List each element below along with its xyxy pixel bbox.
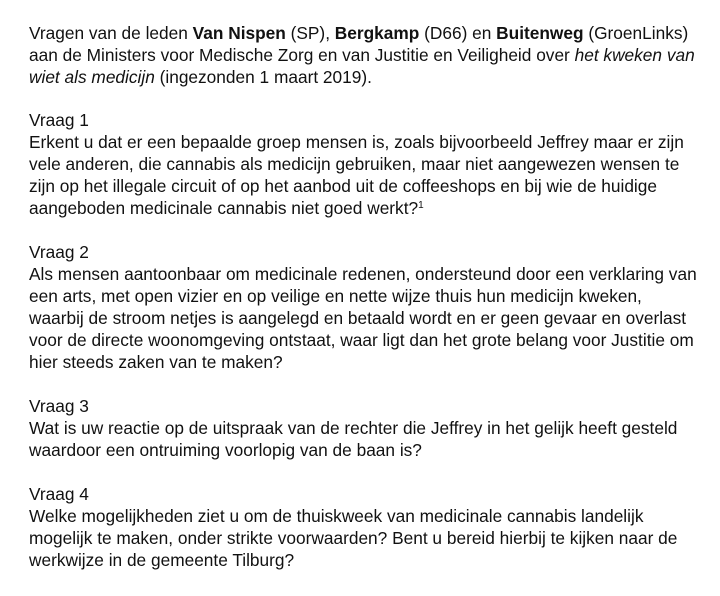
intro-paragraph (29, 22, 699, 88)
question-1-body: Erkent u dat er een bepaalde groep mensen is, zoals bijvoorbeeld Jeffrey maar er zijn vele anderen, die cannabis als medicijn gebruiken, maar niet aangewezen wensen te zijn op het illegale circuit of op het aanbod uit de coffeeshops en bij wie de huidige aangeboden medicinale cannabis niet goed werkt? (29, 132, 684, 218)
question-3-title: Vraag 3 (29, 396, 89, 416)
intro-submitted-date: (ingezonden 1 maart 2019). (154, 67, 372, 87)
question-2 (29, 241, 699, 373)
question-2-title: Vraag 2 (29, 242, 89, 262)
intro-addressees: (GroenLinks) aan de Ministers voor Medische Zorg en van Justitie en Veiligheid over (29, 23, 689, 65)
footnote-marker: 1 (418, 200, 424, 211)
member-buitenweg: Buitenweg (496, 23, 584, 43)
member-bergkamp: Bergkamp (334, 23, 420, 43)
question-3 (29, 395, 699, 461)
question-4-title: Vraag 4 (29, 484, 89, 504)
question-4 (29, 483, 699, 571)
intro-subject: het kweken van wiet als medicijn (29, 45, 695, 87)
party-d66: (D66) en (419, 23, 497, 43)
question-4-text: Welke mogelijkheden ziet u om de thuiskweek van medicinale cannabis landelijk mogelijk te maken, onder strikte voorwaarden? Bent u bereid hierbij te kijken naar de werkwijze in de gemeente Tilburg? (29, 506, 678, 570)
question-1 (29, 109, 699, 219)
question-1-text (29, 131, 699, 219)
question-1-title: Vraag 1 (29, 110, 89, 130)
question-2-text: Als mensen aantoonbaar om medicinale redenen, ondersteund door een verklaring van een arts, met open vizier en op veilige en nette wijze thuis hun medicijn kweken, waarbij de stroom netjes is aangelegd en betaald wordt en er geen gevaar en overlast voor de directe woonomgeving ontstaat, waar ligt dan het grote belang voor Justitie om hier steeds zaken van te maken? (29, 264, 697, 372)
question-3-text: Wat is uw reactie op de uitspraak van de rechter die Jeffrey in het gelijk heeft gesteld waardoor een ontruiming voorlopig van de baan is? (29, 418, 678, 460)
document-page (29, 22, 699, 593)
member-van-nispen: Van Nispen (192, 23, 286, 43)
intro-prefix: Vragen van de leden (29, 23, 193, 43)
party-sp: (SP), (285, 23, 335, 43)
